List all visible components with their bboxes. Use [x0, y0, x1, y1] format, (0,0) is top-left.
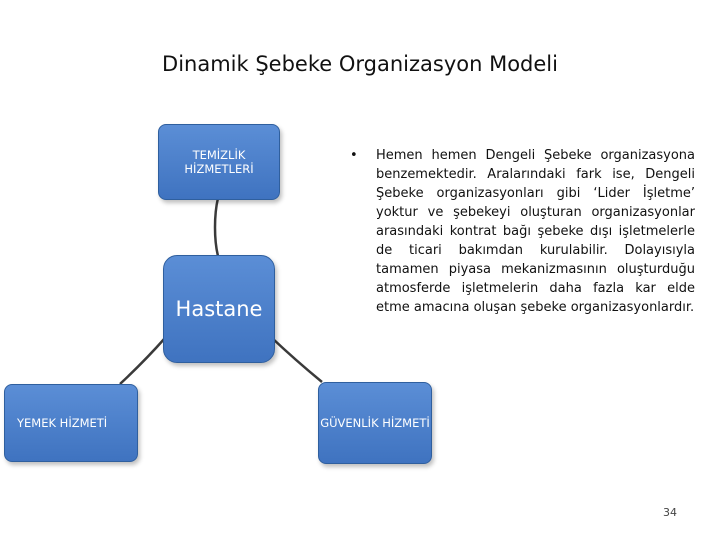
node-hastane	[163, 255, 275, 363]
node-guvenlik	[318, 382, 432, 464]
connector-top-center	[215, 198, 218, 256]
node-hastane-label: Hastane	[175, 296, 263, 321]
bullet-text: Hemen hemen Dengeli Şebeke organizasyona benzemektedir. Aralarındaki fark ise, Dengeli Şebeke organizasyonları gibi ‘Lider İşletme’ yoktur ve şebekeyi oluşturan organizasyonlar arasındaki kontrat bağı şebeke dışı işletmelerle de ticari bakımdan kurulabilir. Dolayısıyla tamamen piyasa mekanizmasının oluşturduğu atmosferde işletmelerin daha fazla kar elde etme amacına oluşan şebeke organizasyonlardır.	[376, 148, 695, 315]
node-guvenlik-label: GÜVENLİK HİZMETİ	[320, 415, 430, 430]
slide-title: Dinamik Şebeke Organizasyon Modeli	[162, 52, 558, 76]
node-yemek	[4, 384, 138, 462]
bullet-item	[350, 146, 695, 317]
node-temizlik	[158, 124, 280, 200]
connector-center-bottom-right	[272, 338, 322, 382]
bullet-dot: •	[350, 148, 358, 163]
node-temizlik-label: TEMİZLİK HİZMETLERİ	[184, 147, 254, 176]
connector-center-bottom-left	[120, 338, 165, 384]
node-yemek-label: YEMEK HİZMETİ	[17, 415, 108, 430]
page-number: 34	[663, 506, 677, 519]
